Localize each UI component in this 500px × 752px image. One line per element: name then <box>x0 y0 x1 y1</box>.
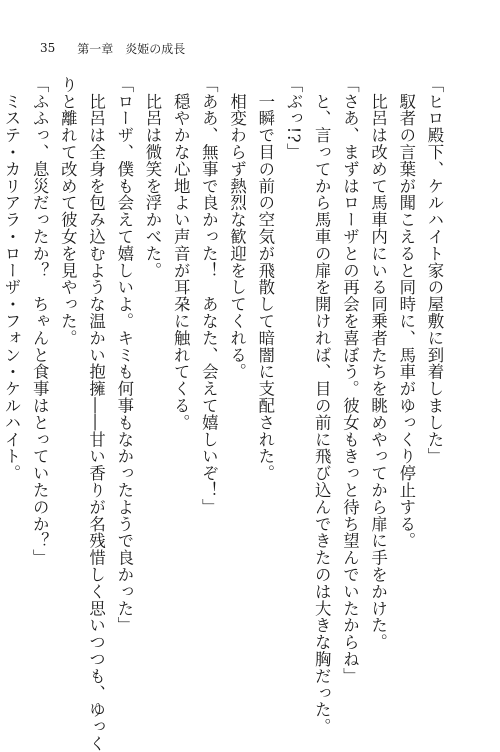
text-line: 「さあ、まずはローザとの再会を喜ぼう。彼女もきっと待ち望んでいたからね」 <box>340 76 360 685</box>
text-line: りと離れて改めて彼女を見やった。 <box>58 76 78 347</box>
chapter-label: 第一章 <box>77 41 114 56</box>
text-line: 比呂は改めて馬車内にいる同乗者たちを眺めやってから扉に手をかけた。 <box>368 76 388 651</box>
text-line: 穏やかな心地よい声音が耳朶に触れてくる。 <box>171 76 191 431</box>
text-line: 「ローザ、僕も会えて嬉しいよ。キミも何事もなかったようで良かった」 <box>114 76 134 634</box>
text-line: 比呂は微笑を浮かべた。 <box>142 76 162 279</box>
text-line: 相変わらず熱烈な歓迎をしてくれる。 <box>227 76 247 381</box>
running-header <box>40 40 185 56</box>
text-line: ミステ・カリアラ・ローザ・フォン・ケルハイト。 <box>1 76 21 482</box>
chapter-title: 炎姫の成長 <box>125 41 186 56</box>
text-line: 馭者の言葉が聞こえると同時に、馬車がゆっくり停止する。 <box>396 76 416 550</box>
text-line: と、言ってから馬車の扉を開ければ、目の前に飛び込んできたのは大きな胸だった。 <box>312 76 332 736</box>
text-line: 一瞬で目の前の空気が飛散して暗闇に支配された。 <box>255 76 275 482</box>
page-number: 35 <box>40 41 56 55</box>
text-line: 「ぶっ!?」 <box>283 76 303 160</box>
text-line: 比呂は全身を包み込むような温かい抱擁――甘い香りが名残惜しく思いつつも、ゆっく <box>86 76 106 752</box>
vertical-text-body <box>0 76 448 752</box>
text-line: 「ヒロ殿下、ケルハイト家の屋敷に到着しました」 <box>425 76 444 465</box>
text-line: 「ああ、無事で良かった！ あなた、会えて嬉しいぞ！」 <box>199 76 219 516</box>
text-line: 「ふふっ、息災だったか？ ちゃんと食事はとっていたのか？」 <box>30 76 50 567</box>
